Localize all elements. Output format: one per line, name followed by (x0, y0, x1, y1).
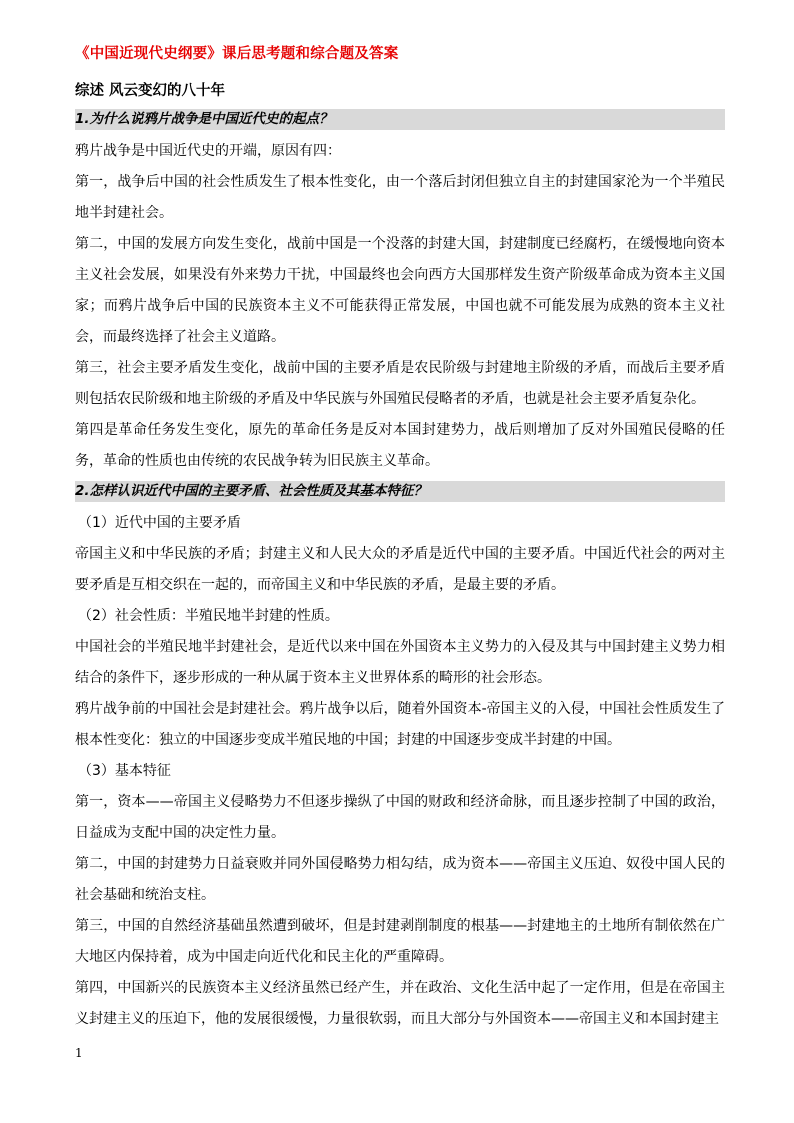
question-1-heading: 1.为什么说鸦片战争是中国近代史的起点？ (75, 109, 725, 130)
document-page (75, 44, 725, 1035)
paragraph: 第三，中国的自然经济基础虽然遭到破坏，但是封建剥削制度的根基——封建地主的土地所有制依然在广大地区内保持着，成为中国走向近代化和民主化的严重障碍。 (75, 918, 725, 965)
paragraph: 鸦片战争前的中国社会是封建社会。鸦片战争以后，随着外国资本-帝国主义的入侵，中国社会性质发生了根本性变化：独立的中国逐步变成半殖民地的中国；封建的中国逐步变成半封建的中国。 (75, 701, 725, 748)
section-heading: 综述 风云变幻的八十年 (75, 83, 226, 99)
paragraph: 帝国主义和中华民族的矛盾；封建主义和人民大众的矛盾是近代中国的主要矛盾。中国近代社会的两对主要矛盾是互相交织在一起的，而帝国主义和中华民族的矛盾，是最主要的矛盾。 (75, 546, 725, 593)
paragraph: 第四是革命任务发生变化，原先的革命任务是反对本国封建势力，战后则增加了反对外国殖民侵略的任务，革命的性质也由传统的农民战争转为旧民族主义革命。 (75, 422, 725, 469)
page-number: 1 (75, 1046, 83, 1060)
paragraph: 鸦片战争是中国近代史的开端，原因有四： (75, 143, 341, 159)
subheading: （3）基本特征 (78, 763, 171, 779)
paragraph: 第三，社会主要矛盾发生变化，战前中国的主要矛盾是农民阶级与封建地主阶级的矛盾，而战后主要矛盾则包括农民阶级和地主阶级的矛盾及中华民族与外国殖民侵略者的矛盾，也就是社会主要矛盾复杂化。 (75, 360, 725, 407)
subheading: （1）近代中国的主要矛盾 (78, 515, 241, 531)
paragraph: 第二，中国的封建势力日益衰败并同外国侵略势力相勾结，成为资本——帝国主义压迫、奴役中国人民的社会基础和统治支柱。 (75, 856, 725, 903)
paragraph: 第一，资本——帝国主义侵略势力不但逐步操纵了中国的财政和经济命脉，而且逐步控制了中国的政治，日益成为支配中国的决定性力量。 (75, 794, 725, 841)
question-2-heading: 2.怎样认识近代中国的主要矛盾、社会性质及其基本特征？ (75, 481, 725, 502)
paragraph: 第二，中国的发展方向发生变化，战前中国是一个没落的封建大国，封建制度已经腐朽，在缓慢地向资本主义社会发展，如果没有外来势力干扰，中国最终也会向西方大国那样发生资产阶级革命成为资本主义国家；而鸦片战争后中国的民族资本主义不可能获得正常发展，中国也就不可能发展为成熟的资本主义社会，而最终选择了社会主义道路。 (75, 236, 725, 345)
paragraph: 第四，中国新兴的民族资本主义经济虽然已经产生，并在政治、文化生活中起了一定作用，但是在帝国主义封建主义的压迫下，他的发展很缓慢，力量很软弱，而且大部分与外国资本——帝国主义和本国封建主 (75, 980, 725, 1027)
subheading: （2）社会性质：半殖民地半封建的性质。 (78, 608, 339, 624)
paragraph: 中国社会的半殖民地半封建社会，是近代以来中国在外国资本主义势力的入侵及其与中国封建主义势力相结合的条件下，逐步形成的一种从属于资本主义世界体系的畸形的社会形态。 (75, 639, 725, 686)
document-title: 《中国近现代史纲要》课后思考题和综合题及答案 (75, 46, 399, 62)
paragraph: 第一，战争后中国的社会性质发生了根本性变化，由一个落后封闭但独立自主的封建国家沦为一个半殖民地半封建社会。 (75, 174, 725, 221)
